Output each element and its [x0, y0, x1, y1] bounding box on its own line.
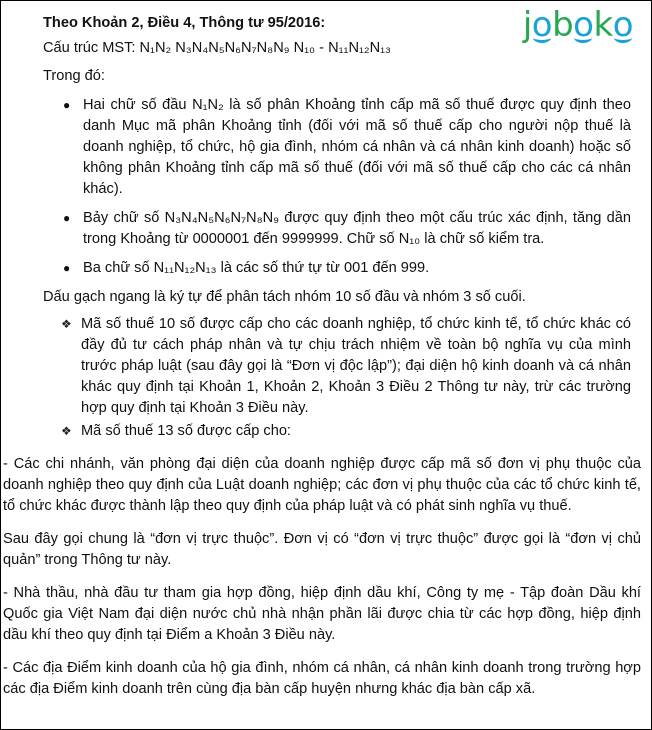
- list-item: ● Ba chữ số N₁₁N₁₂N₁₃ là các số thứ tự từ 001 đến 999.: [83, 258, 631, 279]
- structure-label: Cấu trúc MST:: [43, 40, 140, 56]
- bullet-icon: ●: [63, 98, 71, 112]
- list-item: ❖ Mã số thuế 10 số được cấp cho các doanh nghiệp, tổ chức kinh tế, tổ chức khác có đầy đủ tư cách pháp nhân và tự chịu trách nhiệm về toàn bộ nghĩa vụ của mình trước pháp luật (sau đây gọi là “Đơn vị độc lập”); đại diện hộ kinh doanh và cá nhân khác quy định tại Khoản 1, Khoản 2, Khoản 3 Điều 2 Thông tư này, trừ các trường hợp quy định tại Khoản 3 Điều này.: [61, 316, 631, 416]
- bullet-icon: ●: [63, 261, 71, 275]
- paragraph-oil-gas: - Nhà thầu, nhà đầu tư tham gia hợp đồng, hiệp định dầu khí, Công ty mẹ - Tập đoàn Dầu khí Quốc gia Việt Nam đại diện nước chủ nhà nhận phần lãi được chia từ các hợp đồng, hiệp định dầu khí theo quy định tại Điểm a Khoản 3 Điều này.: [3, 585, 641, 643]
- bullet-icon: ●: [63, 211, 71, 225]
- diamond-bullet-icon: ❖: [61, 317, 72, 331]
- list-item: ❖ Mã số thuế 13 số được cấp cho:: [81, 421, 631, 442]
- joboko-logo[interactable]: jo bo ko: [522, 5, 633, 45]
- diamond-bullet-icon: ❖: [61, 424, 72, 438]
- paragraph-branches: - Các chi nhánh, văn phòng đại diện của doanh nghiệp được cấp mã số đơn vị phụ thuộc của doanh nghiệp theo quy định của Luật doanh nghiệp; các đơn vị phụ thuộc của các tổ chức kinh tế, tổ chức khác được thành lập theo quy định của pháp luật và có phát sinh nghĩa vụ thuế.: [3, 456, 641, 514]
- diamond-list: [43, 314, 631, 442]
- list-item: ● Hai chữ số đầu N₁N₂ là số phân Khoảng tỉnh cấp mã số thuế được quy định theo danh Mục mã phân Khoảng tỉnh (đối với mã số thuế cấp cho người nộp thuế là doanh nghiệp, tổ chức, hộ gia đình, nhóm cá nhân và cá nhân kinh doanh) hoặc số không phân Khoảng tỉnh cấp mã số thuế (đối với mã số thuế cấp cho các cá nhân khác).: [63, 97, 631, 197]
- paragraph-definition: Sau đây gọi chung là “đơn vị trực thuộc”. Đơn vị có “đơn vị trực thuộc” được gọi là “đơn vị chủ quản” trong Thông tư này.: [3, 531, 641, 568]
- paragraph-business-locations: - Các địa Điểm kinh doanh của hộ gia đình, nhóm cá nhân, cá nhân kinh doanh trong trường hợp các địa Điểm kinh doanh trên cùng địa bàn cấp huyện nhưng khác địa bàn cấp xã.: [3, 660, 641, 697]
- structure-code: N₁N₂ N₃N₄N₅N₆N₇N₈N₉ N₁₀ - N₁₁N₁₂N₁₃: [139, 40, 391, 56]
- trong-do-label: Trong đó:: [43, 68, 105, 84]
- bullet-list: [43, 95, 631, 279]
- doc-title: Theo Khoản 2, Điều 4, Thông tư 95/2016:: [43, 15, 326, 31]
- dash-note: Dấu gạch ngang là ký tự để phân tách nhóm 10 số đầu và nhóm 3 số cuối.: [43, 289, 526, 305]
- list-item: ● Bảy chữ số N₃N₄N₅N₆N₇N₈N₉ được quy định theo một cấu trúc xác định, tăng dần trong Khoảng từ 0000001 đến 9999999. Chữ số N₁₀ là chữ số kiểm tra.: [63, 210, 631, 247]
